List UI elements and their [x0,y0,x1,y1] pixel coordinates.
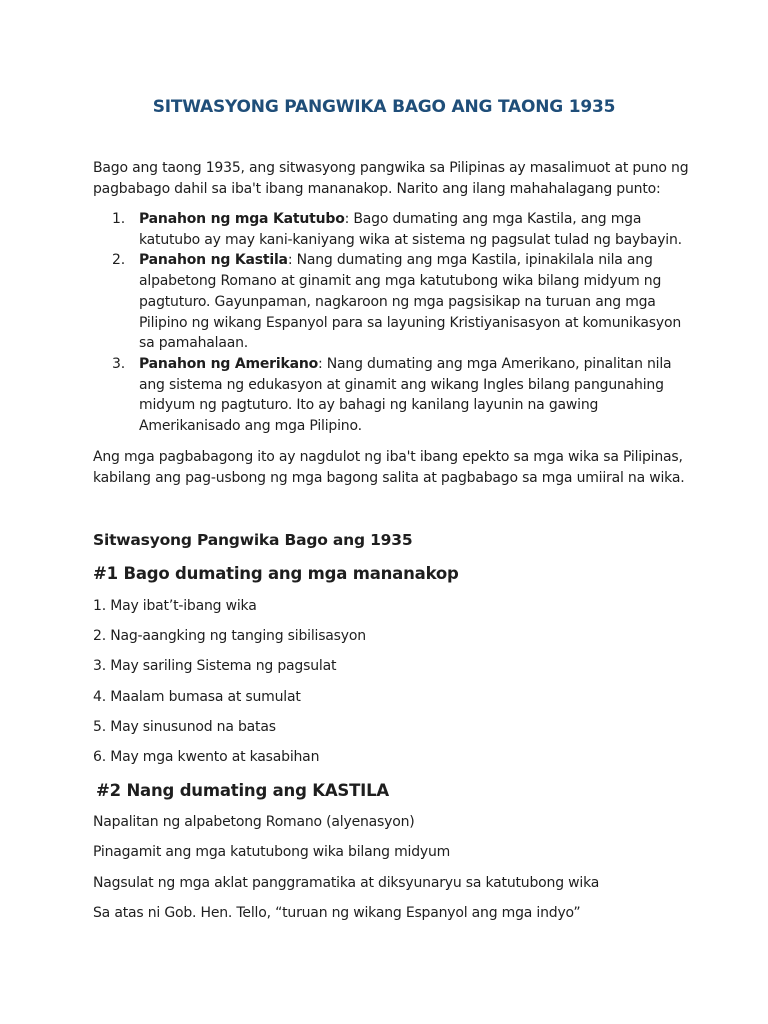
list-item-number: 2. [112,252,125,269]
section1-item: 3. May sariling Sistema ng pagsulat [93,658,337,674]
section1-item: 5. May sinusunod na batas [93,719,276,735]
section1-heading: #1 Bago dumating ang mga mananakop [93,564,459,583]
section1-item: 6. May mga kwento at kasabihan [93,749,320,765]
points-list [93,209,693,437]
section1-item: 2. Nag-aangking ng tanging sibilisasyon [93,628,366,644]
section2-heading: #2 Nang dumating ang KASTILA [96,781,389,800]
document-title: SITWASYONG PANGWIKA BAGO ANG TAONG 1935 [152,97,616,117]
list-item-text: : Nang dumating ang mga Kastila, ipinakilala nila ang alpabetong Romano at ginamit ang mga katutubong wika bilang midyum ng pagtuturo. Gayunpaman, nagkaroon ng mga pagsisikap na turuan ang mga Pilipino ng wikang Espanyol para sa layuning Kristiyanisasyon at komunikasyon sa pamahalaan. [139,252,682,352]
list-item [93,209,693,250]
list-item [93,250,693,354]
conclusion-paragraph: Ang mga pagbabagong ito ay nagdulot ng iba't ibang epekto sa mga wika sa Pilipinas, kabilang ang pag-usbong ng mga bagong salita at pagbabago sa mga umiiral na wika. [93,449,685,486]
section1-item: 1. May ibat’t-ibang wika [93,598,257,614]
section2-item: Pinagamit ang mga katutubong wika bilang midyum [93,844,451,860]
list-item [93,354,693,437]
list-item-term: Panahon ng mga Katutubo [139,211,345,227]
intro-paragraph: Bago ang taong 1935, ang sitwasyong pangwika sa Pilipinas ay masalimuot at puno ng pagbabago dahil sa iba't ibang mananakop. Narito ang ilang mahahalagang punto: [93,160,689,197]
list-item-term: Panahon ng Kastila [139,252,288,269]
section-heading: Sitwasyong Pangwika Bago ang 1935 [93,531,413,549]
list-item-term: Panahon ng Amerikano [139,355,318,372]
section2-item: Nagsulat ng mga aklat panggramatika at diksyunaryu sa katutubong wika [93,875,600,891]
list-item-text: : Bago dumating ang mga Kastila, ang mga katutubo ay may kani-kaniyang wika at sistema ng pagsulat tulad ng baybayin. [139,211,682,248]
section2-item: Napalitan ng alpabetong Romano (alyenasyon) [93,814,415,830]
list-item-number: 1. [112,211,125,227]
section2-item: Sa atas ni Gob. Hen. Tello, “turuan ng wikang Espanyol ang mga indyo” [93,905,581,921]
list-item-text: : Nang dumating ang mga Amerikano, pinalitan nila ang sistema ng edukasyon at ginamit ang wikang Ingles bilang pangunahing midyum ng pagtuturo. Ito ay bahagi ng kanilang layunin na gawing Amerikanisado ang mga Pilipino. [139,355,672,435]
list-item-number: 3. [112,355,125,372]
section1-item: 4. Maalam bumasa at sumulat [93,689,301,705]
